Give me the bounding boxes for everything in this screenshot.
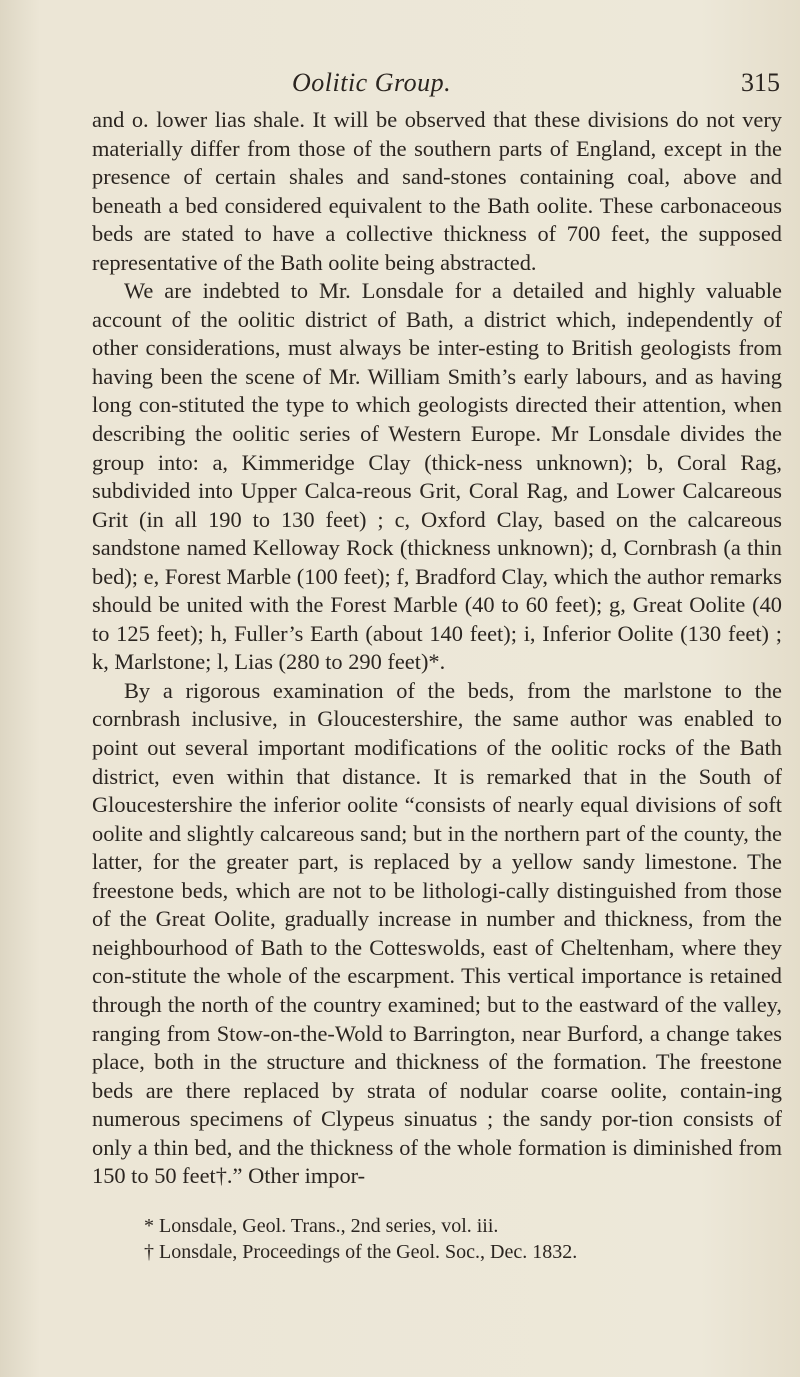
running-head (92, 68, 780, 108)
footnote-1: * Lonsdale, Geol. Trans., 2nd series, vol. iii. (144, 1215, 499, 1237)
footnotes (144, 1213, 784, 1265)
page-number: 315 (741, 68, 780, 97)
paragraph-1: and o. lower lias shale. It will be observed that these divisions do not very materially differ from those of the southern parts of England, except in the presence of certain shales and sand-stones containing coal, above and beneath a bed considered equivalent to the Bath oolite. These carbonaceous beds are stated to have a collective thickness of 700 feet, the supposed representative of the Bath oolite being abstracted. (92, 107, 782, 275)
running-title: Oolitic Group. (292, 68, 452, 97)
paragraph-2: We are indebted to Mr. Lonsdale for a detailed and highly valuable account of the oolitic district of Bath, a district which, independently of other considerations, must always be inter-esting to British geologists from having been the scene of Mr. William Smith’s early labours, and as having long con-stituted the type to which geologists directed their attention, when describing the oolitic series of Western Europe. Mr Lonsdale divides the group into: a, Kimmeridge Clay (thick-ness unknown); b, Coral Rag, subdivided into Upper Calca-reous Grit, Coral Rag, and Lower Calcareous Grit (in all 190 to 130 feet) ; c, Oxford Clay, based on the calcareous sandstone named Kelloway Rock (thickness unknown); d, Cornbrash (a thin bed); e, Forest Marble (100 feet); f, Bradford Clay, which the author remarks should be united with the Forest Marble (40 to 60 feet); g, Great Oolite (40 to 125 feet); h, Fuller’s Earth (about 140 feet); i, Inferior Oolite (130 feet) ; k, Marlstone; l, Lias (280 to 290 feet)*. (92, 278, 782, 675)
body-text (92, 106, 782, 1191)
footnote-2: † Lonsdale, Proceedings of the Geol. Soc., Dec. 1832. (144, 1241, 578, 1263)
paragraph-3: By a rigorous examination of the beds, from the marlstone to the cornbrash inclusive, in Gloucestershire, the same author was enabled to point out several important modifications of the oolitic rocks of the Bath district, even within that distance. It is remarked that in the South of Gloucestershire the inferior oolite “consists of nearly equal divisions of soft oolite and slightly calcareous sand; but in the northern part of the county, the latter, for the greater part, is replaced by a yellow sandy limestone. The freestone beds, which are not to be lithologi-cally distinguished from those of the Great Oolite, gradually increase in number and thickness, from the neighbourhood of Bath to the Cotteswolds, east of Cheltenham, where they con-stitute the whole of the escarpment. This vertical importance is retained through the north of the country examined; but to the eastward of the valley, ranging from Stow-on-the-Wold to Barrington, near Burford, a change takes place, both in the structure and thickness of the formation. The freestone beds are there replaced by strata of nodular coarse oolite, contain-ing numerous specimens of Clypeus sinuatus ; the sandy por-tion consists of only a thin bed, and the thickness of the whole formation is diminished from 150 to 50 feet†.” Other impor- (92, 677, 782, 1189)
